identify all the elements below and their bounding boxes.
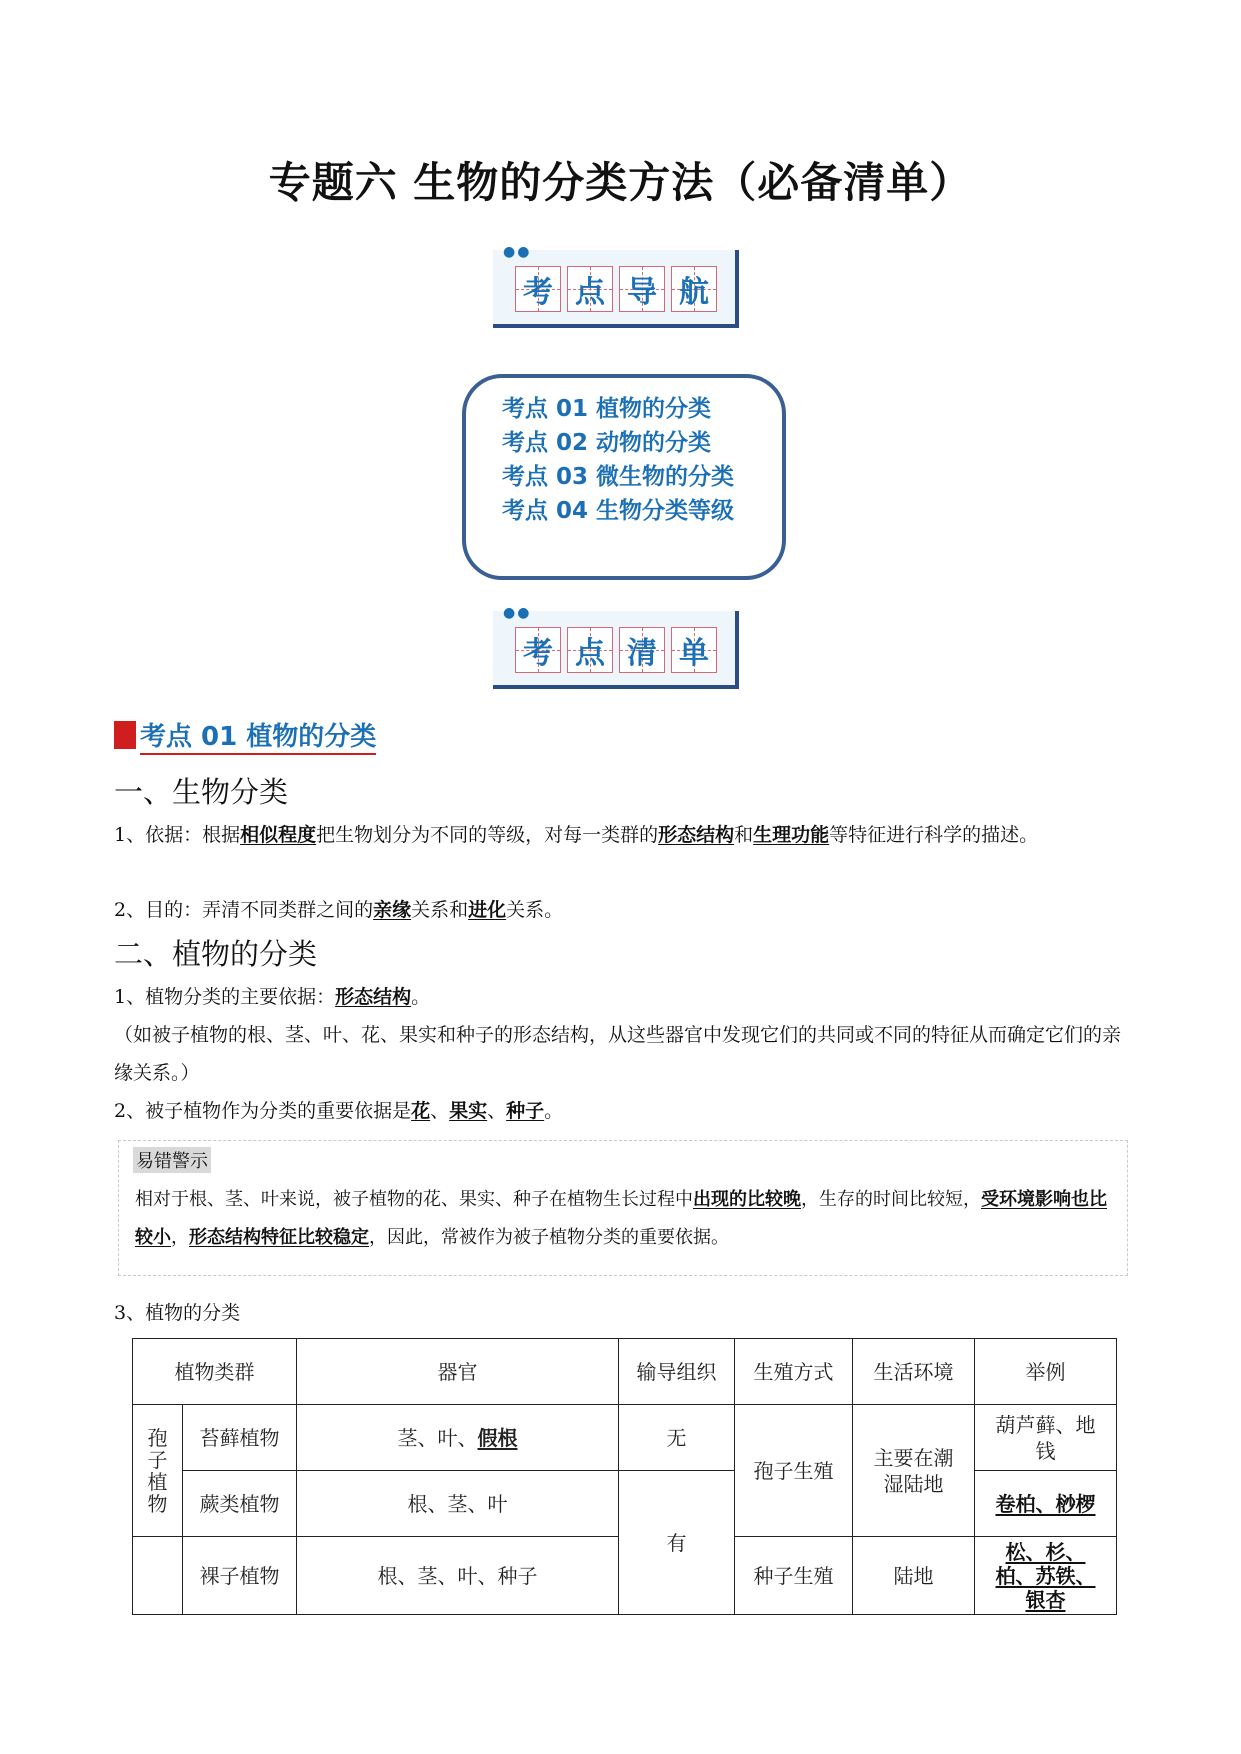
table-cell [133,1537,183,1615]
table-cell: 种子生殖 [735,1537,853,1615]
paragraph-plant-classes: 3、植物的分类 [114,1302,241,1324]
table-cell: 蕨类植物 [183,1471,297,1537]
warning-label: 易错警示 [133,1147,211,1173]
table-header: 举例 [975,1339,1117,1405]
table-cell: 卷柏、桫椤 [975,1471,1117,1537]
paragraph-purpose: 2、目的：弄清不同类群之间的亲缘关系和进化关系。 [114,899,564,921]
badge-char: 清 [619,627,665,673]
table-cell: 根、茎、叶 [297,1471,619,1537]
badge-char: 考 [515,266,561,312]
table-header: 器官 [297,1339,619,1405]
table-cell: 根、茎、叶、种子 [297,1537,619,1615]
table-cell: 苔藓植物 [183,1405,297,1471]
badge-char: 导 [619,266,665,312]
paragraph-basis: 1、依据：根据相似程度把生物划分为不同的等级，对每一类群的形态结构和生理功能等特征进行科学的描述。 [114,824,1039,846]
table-cell: 松、杉、柏、苏铁、银杏 [975,1537,1117,1615]
table-cell: 茎、叶、假根 [297,1405,619,1471]
nav-item[interactable]: 考点 04 生物分类等级 [502,498,735,524]
table-cell: 葫芦藓、地钱 [975,1405,1117,1471]
table-header: 植物类群 [133,1339,297,1405]
badge-char: 点 [567,266,613,312]
section-heading-text: 考点 01 植物的分类 [140,722,376,755]
table-header-row [133,1339,1117,1405]
plant-classification-table [132,1338,1117,1615]
list-badge [493,605,743,689]
nav-badge [493,244,743,328]
paragraph-angiosperm-basis: 2、被子植物作为分类的重要依据是花、果实、种子。 [114,1100,564,1122]
table-cell: 主要在潮湿陆地 [853,1405,975,1537]
table-header: 输导组织 [619,1339,735,1405]
page-title: 专题六 生物的分类方法（必备清单） [268,158,973,207]
table-cell: 陆地 [853,1537,975,1615]
paragraph-plant-note: （如被子植物的根、茎、叶、花、果实和种子的形态结构，从这些器官中发现它们的共同或不同的特征从而确定它们的亲缘关系。） [114,1024,1122,1084]
subheading-plant-classification: 二、植物的分类 [114,937,318,971]
nav-list [462,374,786,580]
binder-rings-icon: ●● [503,605,532,621]
nav-item[interactable]: 考点 01 植物的分类 [502,396,712,422]
paragraph-plant-basis: 1、植物分类的主要依据：形态结构。 [114,986,431,1008]
nav-item[interactable]: 考点 02 动物的分类 [502,430,712,456]
badge-char: 点 [567,627,613,673]
table-cell: 孢子生殖 [735,1405,853,1537]
table-row [133,1405,1117,1471]
subheading-biology-classification: 一、生物分类 [114,775,289,809]
badge-char: 考 [515,627,561,673]
spore-plant-group-cell: 孢子植物 [133,1405,183,1537]
table-cell: 无 [619,1405,735,1471]
warning-text: 相对于根、茎、叶来说，被子植物的花、果实、种子在植物生长过程中出现的比较晚，生存的时间比较短，受环境影响也比较小，形态结构特征比较稳定，因此，常被作为被子植物分类的重要依据。 [135,1189,1107,1248]
binder-rings-icon: ●● [503,244,532,260]
red-square-icon [114,721,136,749]
badge-char: 航 [671,266,717,312]
table-header: 生活环境 [853,1339,975,1405]
table-header: 生殖方式 [735,1339,853,1405]
nav-item[interactable]: 考点 03 微生物的分类 [502,464,735,490]
badge-char: 单 [671,627,717,673]
section-heading [114,716,376,753]
table-cell: 有 [619,1471,735,1615]
warning-box [118,1140,1128,1276]
table-cell: 裸子植物 [183,1537,297,1615]
